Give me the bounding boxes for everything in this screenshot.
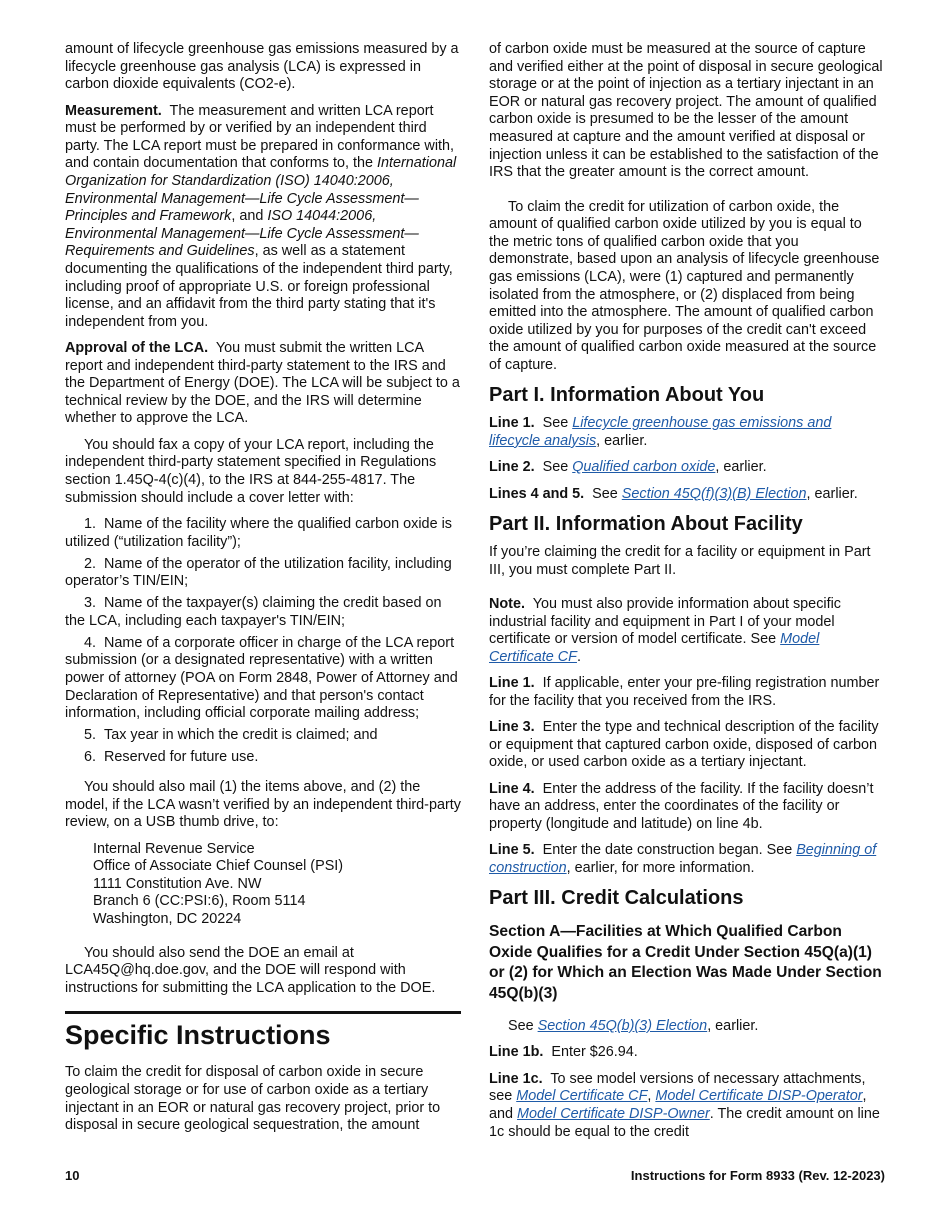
model-certificate-cf-link[interactable]: Model Certificate CF — [489, 631, 820, 665]
paragraph: See Section 45Q(b)(3) Election, earlier. — [508, 1017, 759, 1034]
line-instruction: Line 1. See Lifecycle greenhouse gas emissions and lifecycle analysis, earlier. — [489, 415, 832, 449]
section-a-title: Section A—Facilities at Which Qualified Carbon Oxide Qualifies for a Credit Under Section 45Q(a)(1) or (2) for Which an Election Was Made Under Section 45Q(b)(3) — [489, 923, 882, 1002]
line-instruction: Line 5. Enter the date construction began. See Beginning of construction, earlier, for more information. — [489, 842, 877, 876]
lifecycle-link[interactable]: Lifecycle greenhouse gas emissions and lifecycle analysis — [489, 415, 832, 449]
list-item: 6. Reserved for future use. — [84, 749, 259, 766]
left-column — [65, 41, 461, 1144]
fax-paragraph: You should fax a copy of your LCA report, including the independent third-party statement specified in Regulations section 1.45Q-4(c)(4), to the IRS at 844-255-4817. The submission should include a cover letter with: — [65, 436, 437, 506]
mail-paragraph: You should also mail (1) the items above, and (2) the model, if the LCA wasn’t verified by an independent third-party review, on a USB thumb drive, to: — [65, 779, 461, 831]
address-line: 1111 Constitution Ave. NW — [93, 875, 262, 892]
line-instruction: Line 1c. To see model versions of necessary attachments, see Model Certificate CF, Model Certificate DISP-Operator, and Model Certificate DISP-Owner. The credit amount on line 1c should be equal to the credit — [489, 1070, 880, 1140]
section-rule — [65, 1011, 461, 1014]
right-column — [489, 41, 885, 1150]
list-item: 1. Name of the facility where the qualified carbon oxide is utilized (“utilization facility”); — [65, 516, 452, 550]
text: You must submit the written LCA report and independent third-party statement to the IRS and the Department of Energy (DOE). The LCA will be subject to a technical review by the DOE, and the IRS will determine whether to approve the LCA. — [65, 340, 460, 427]
section-45q-f-link[interactable]: Section 45Q(f)(3)(B) Election — [621, 485, 807, 502]
text: , as well as a statement documenting the qualifications of the independent third party, including proof of appropriate U.S. or foreign professional license, and an affidavit from the third party stating that it's independent from you. — [65, 243, 453, 330]
section-title: Specific Instructions — [65, 1020, 331, 1051]
line-instruction: Lines 4 and 5. See Section 45Q(f)(3)(B) Election, earlier. — [489, 485, 858, 502]
model-certificate-disp-operator-link[interactable]: Model Certificate DISP-Operator — [655, 1088, 863, 1105]
qualified-carbon-oxide-link[interactable]: Qualified carbon oxide — [572, 459, 716, 476]
line-instruction: Line 1. If applicable, enter your pre-filing registration number for the facility that you received from the IRS. — [489, 675, 880, 709]
text: , and — [231, 208, 264, 225]
paragraph: If you’re claiming the credit for a facility or equipment in Part III, you must complete Part II. — [489, 544, 871, 578]
email-paragraph: You should also send the DOE an email at LCA45Q@hq.doe.gov, and the DOE will respond with instructions for submitting the LCA application to the DOE. — [65, 944, 436, 996]
address-line: Internal Revenue Service — [93, 840, 255, 857]
form-title-footer: Instructions for Form 8933 (Rev. 12-2023) — [630, 1168, 885, 1183]
paragraph: of carbon oxide must be measured at the source of capture and verified either at the point of disposal in secure geological storage or at the point of injection as a tertiary injectant in an EOR or natural gas recovery project. The amount of qualified carbon oxide is presumed to be the lesser of the amount measured at capture and the amount verified at disposal or injection unless it can be established to the satisfaction of the IRS that the greater amount is the correct amount. — [489, 41, 883, 181]
address-line: Office of Associate Chief Counsel (PSI) — [93, 858, 344, 875]
address-line: Branch 6 (CC:PSI:6), Room 5114 — [93, 893, 306, 910]
approval-paragraph — [65, 340, 461, 428]
part-i-title: Part I. Information About You — [489, 384, 765, 407]
list-item: 3. Name of the taxpayer(s) claiming the credit based on the LCA, including each taxpayer's TIN/EIN; — [65, 595, 442, 629]
model-certificate-disp-owner-link[interactable]: Model Certificate DISP-Owner — [517, 1105, 710, 1122]
paragraph: To claim the credit for utilization of carbon oxide, the amount of qualified carbon oxide utilized by you is equal to the metric tons of qualified carbon oxide that you demonstrate, based upon an analysis of lifecycle greenhouse gas emissions (LCA), were (1) captured and permanently isolated from the atmosphere, or (2) displaced from being emitted into the atmosphere. The amount of qualified carbon oxide utilized by you for purposes of the credit can't exceed the amount of qualified carbon oxide measured at the source of capture. — [489, 198, 880, 373]
paragraph: To claim the credit for disposal of carbon oxide in secure geological storage or for use of carbon oxide as a tertiary injectant in an EOR or natural gas recovery project, prior to disposal in secure geological sequestration, the amount — [65, 1064, 441, 1134]
measurement-paragraph — [65, 103, 461, 332]
line-instruction: Line 1b. Enter $26.94. — [489, 1044, 638, 1061]
line-instruction: Line 3. Enter the type and technical description of the facility or equipment that captured carbon oxide, disposed of carbon oxide, or used carbon oxide as a tertiary injectant. — [489, 719, 879, 771]
text: The measurement and written LCA report must be performed by or verified by an independent third party. The LCA report must be prepared in conformance with, and contain documentation that conforms to, the — [65, 102, 455, 172]
page-number: 10 — [65, 1168, 80, 1183]
list-item: 4. Name of a corporate officer in charge of the LCA report submission (or a designated representative) with a written power of attorney (POA on Form 2848, Power of Attorney and Declaration of Representative) and that person's contact information, including official corporate mailing address; — [65, 634, 458, 722]
citation: International Organization for Standardization (ISO) 14040:2006, Environmental Management—Life Cycle Assessment—Principles and Framework — [65, 155, 457, 225]
part-ii-title: Part II. Information About Facility — [489, 513, 803, 536]
address-line: Washington, DC 20224 — [93, 911, 242, 928]
list-item: 2. Name of the operator of the utilization facility, including operator’s TIN/EIN; — [65, 555, 452, 590]
beginning-of-construction-link[interactable]: Beginning of construction — [489, 842, 877, 876]
line-instruction: Line 2. See Qualified carbon oxide, earlier. — [489, 459, 767, 476]
citation: ISO 14044:2006, Environmental Management—Life Cycle Assessment—Requirements and Guidelines — [65, 208, 419, 260]
run-in-heading: Approval of the LCA. — [65, 340, 209, 357]
line-instruction: Line 4. Enter the address of the facility. If the facility doesn’t have an address, enter the coordinates of the facility or property (longitude and latitude) on line 4b. — [489, 780, 874, 832]
cover-letter-list — [65, 516, 461, 767]
mailing-address — [65, 841, 461, 929]
paragraph: amount of lifecycle greenhouse gas emissions measured by a lifecycle greenhouse gas analysis (LCA) is expressed in carbon dioxide equivalents (CO2-e). — [65, 41, 459, 93]
run-in-heading: Measurement. — [65, 102, 162, 119]
note-paragraph: Note. You must also provide information about specific industrial facility and equipment in Part I of your model certificate or version of model certificate. See Model Certificate CF. — [489, 596, 841, 665]
part-iii-title: Part III. Credit Calculations — [489, 887, 744, 910]
list-item: 5. Tax year in which the credit is claimed; and — [84, 727, 378, 744]
model-certificate-cf-link[interactable]: Model Certificate CF — [516, 1088, 648, 1105]
section-45q-b3-link[interactable]: Section 45Q(b)(3) Election — [537, 1017, 708, 1034]
